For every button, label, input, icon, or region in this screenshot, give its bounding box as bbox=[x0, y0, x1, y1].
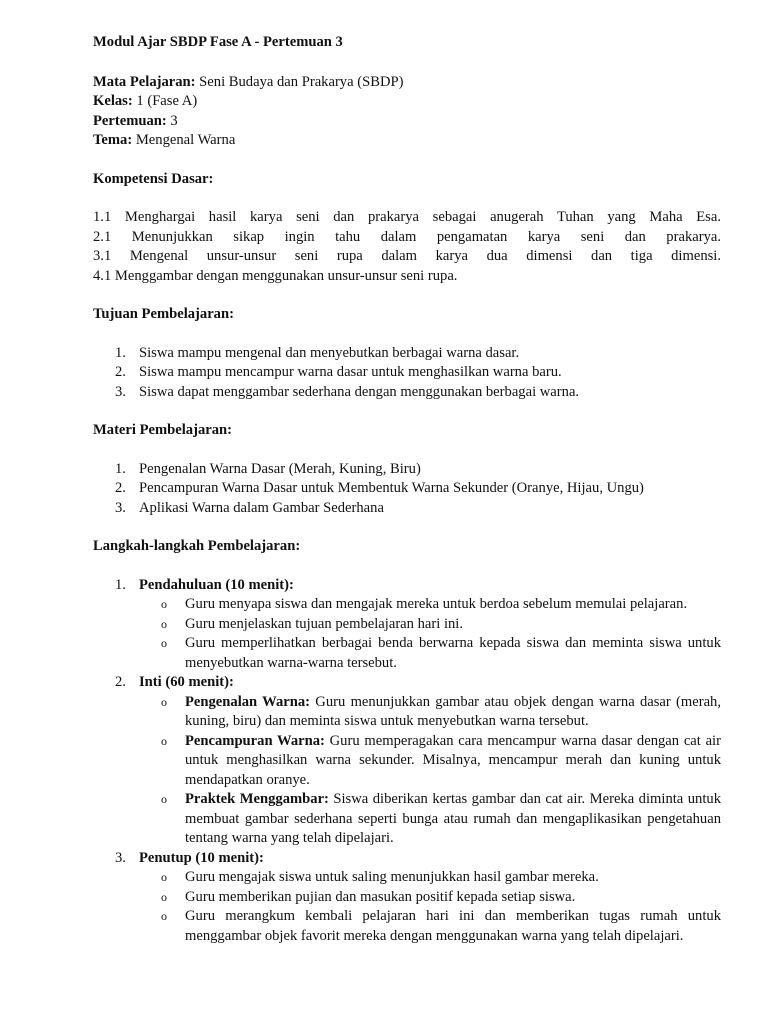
kompetensi-item: 3.1 Mengenal unsur-unsur seni rupa dalam karya dua dimensi dan tiga dimensi. bbox=[93, 248, 721, 264]
tujuan-item-text: Siswa mampu mencampur warna dasar untuk menghasilkan warna baru. bbox=[139, 364, 562, 380]
step-item-text: Siswa diberikan kertas gambar dan cat air. Mereka diminta untuk membuat gambar sederhana seperti bunga atau rumah dan mengaplikasikan pengetahuan tentang warna yang telah dipelajari. bbox=[185, 791, 721, 846]
langkah-step bbox=[93, 576, 721, 674]
meta-meeting-label: Pertemuan: bbox=[93, 112, 167, 129]
circle-bullet-icon: o bbox=[161, 636, 167, 650]
materi-list bbox=[93, 460, 721, 519]
list-number: 2. bbox=[115, 480, 126, 496]
step-item-text: Guru memperlihatkan berbagai benda berwarna kepada siswa dan meminta siswa untuk menyebutkan warna-warna tersebut. bbox=[185, 635, 721, 671]
kompetensi-list bbox=[93, 208, 721, 286]
tujuan-item-text: Siswa dapat menggambar sederhana dengan menggunakan berbagai warna. bbox=[139, 383, 580, 400]
materi-item bbox=[93, 479, 721, 499]
meta-theme bbox=[93, 131, 721, 151]
meta-subject-label: Mata Pelajaran: bbox=[93, 73, 196, 90]
list-number: 2. bbox=[115, 364, 126, 380]
step-item-text: Guru merangkum kembali pelajaran hari ini dan memberikan tugas rumah untuk menggambar objek favorit mereka dengan menggunakan warna yang telah dipelajari. bbox=[185, 908, 721, 944]
document-title: Modul Ajar SBDP Fase A - Pertemuan 3 bbox=[93, 34, 343, 50]
materi-item-text: Aplikasi Warna dalam Gambar Sederhana bbox=[139, 499, 384, 516]
step-item-text: Guru mengajak siswa untuk saling menunjukkan hasil gambar mereka. bbox=[185, 869, 599, 885]
step-title: Pendahuluan (10 menit): bbox=[139, 576, 294, 593]
langkah-step bbox=[93, 849, 721, 947]
step-item-text: Guru menyapa siswa dan mengajak mereka untuk berdoa sebelum memulai pelajaran. bbox=[185, 596, 688, 612]
circle-bullet-icon: o bbox=[161, 792, 167, 806]
materi-item bbox=[93, 499, 721, 519]
meta-class-label: Kelas: bbox=[93, 93, 133, 109]
meta-subject-value: Seni Budaya dan Prakarya (SBDP) bbox=[195, 73, 404, 90]
step-item bbox=[139, 595, 721, 615]
kompetensi-item: 4.1 Menggambar dengan menggunakan unsur-unsur seni rupa. bbox=[93, 267, 458, 284]
list-number: 1. bbox=[115, 460, 126, 477]
tujuan-item bbox=[93, 383, 721, 403]
step-item bbox=[139, 693, 721, 732]
kompetensi-item: 2.1 Menunjukkan sikap ingin tahu dalam pengamatan karya seni dan prakarya. bbox=[93, 228, 721, 245]
step-item-text: Guru memberikan pujian dan masukan positif kepada setiap siswa. bbox=[185, 888, 576, 905]
meta-meeting-value: 3 bbox=[166, 112, 178, 129]
list-number: 3. bbox=[115, 849, 126, 866]
kompetensi-item: 1.1 Menghargai hasil karya seni dan prakarya sebagai anugerah Tuhan yang Maha Esa. bbox=[93, 209, 721, 225]
step-item-text: Guru menjelaskan tujuan pembelajaran hari ini. bbox=[185, 615, 463, 632]
meta-class-value: 1 (Fase A) bbox=[132, 93, 198, 109]
tujuan-item-text: Siswa mampu mengenal dan menyebutkan berbagai warna dasar. bbox=[139, 344, 520, 361]
step-item-lead: Praktek Menggambar: bbox=[185, 791, 329, 807]
materi-item bbox=[93, 460, 721, 480]
step-sublist bbox=[139, 595, 721, 673]
circle-bullet-icon: o bbox=[161, 733, 167, 748]
step-item bbox=[139, 907, 721, 946]
tujuan-heading: Tujuan Pembelajaran: bbox=[93, 306, 234, 322]
step-item-text: Guru memperagakan cara mencampur warna dasar dengan cat air untuk menghasilkan warna sekunder. Misalnya, mencampur merah dan kuning untuk mendapatkan oranye. bbox=[185, 732, 721, 788]
meta-block bbox=[93, 73, 721, 151]
meta-meeting bbox=[93, 112, 721, 132]
langkah-heading: Langkah-langkah Pembelajaran: bbox=[93, 538, 301, 554]
step-item bbox=[139, 868, 721, 888]
meta-theme-value: Mengenal Warna bbox=[132, 132, 236, 148]
step-sublist bbox=[139, 693, 721, 849]
circle-bullet-icon: o bbox=[161, 597, 167, 611]
meta-subject bbox=[93, 73, 721, 93]
list-number: 3. bbox=[115, 383, 126, 400]
circle-bullet-icon: o bbox=[161, 616, 167, 631]
circle-bullet-icon: o bbox=[161, 694, 167, 709]
step-item-lead: Pencampuran Warna: bbox=[185, 732, 325, 749]
step-item bbox=[139, 615, 721, 635]
materi-item-text: Pencampuran Warna Dasar untuk Membentuk Warna Sekunder (Oranye, Hijau, Ungu) bbox=[139, 480, 644, 496]
list-number: 3. bbox=[115, 499, 126, 516]
circle-bullet-icon: o bbox=[161, 889, 167, 904]
meta-class bbox=[93, 92, 721, 112]
materi-item-text: Pengenalan Warna Dasar (Merah, Kuning, Biru) bbox=[139, 460, 421, 477]
langkah-step bbox=[93, 673, 721, 849]
step-title: Penutup (10 menit): bbox=[139, 849, 264, 866]
materi-heading: Materi Pembelajaran: bbox=[93, 422, 232, 438]
circle-bullet-icon: o bbox=[161, 909, 167, 923]
step-sublist bbox=[139, 868, 721, 946]
list-number: 1. bbox=[115, 344, 126, 361]
document-page bbox=[93, 33, 721, 946]
list-number: 2. bbox=[115, 674, 126, 690]
step-item bbox=[139, 790, 721, 849]
list-number: 1. bbox=[115, 576, 126, 593]
step-item bbox=[139, 634, 721, 673]
tujuan-list bbox=[93, 344, 721, 403]
langkah-list bbox=[93, 576, 721, 947]
tujuan-item bbox=[93, 363, 721, 383]
step-item bbox=[139, 732, 721, 791]
circle-bullet-icon: o bbox=[161, 870, 167, 884]
step-title: Inti (60 menit): bbox=[139, 674, 234, 690]
kompetensi-heading: Kompetensi Dasar: bbox=[93, 170, 214, 187]
step-item-text: Guru menunjukkan gambar atau objek dengan warna dasar (merah, kuning, biru) dan meminta siswa untuk menyebutkan warna tersebut. bbox=[185, 693, 721, 729]
tujuan-item bbox=[93, 344, 721, 364]
step-item-lead: Pengenalan Warna: bbox=[185, 693, 311, 710]
step-item bbox=[139, 888, 721, 908]
meta-theme-label: Tema: bbox=[93, 132, 133, 148]
